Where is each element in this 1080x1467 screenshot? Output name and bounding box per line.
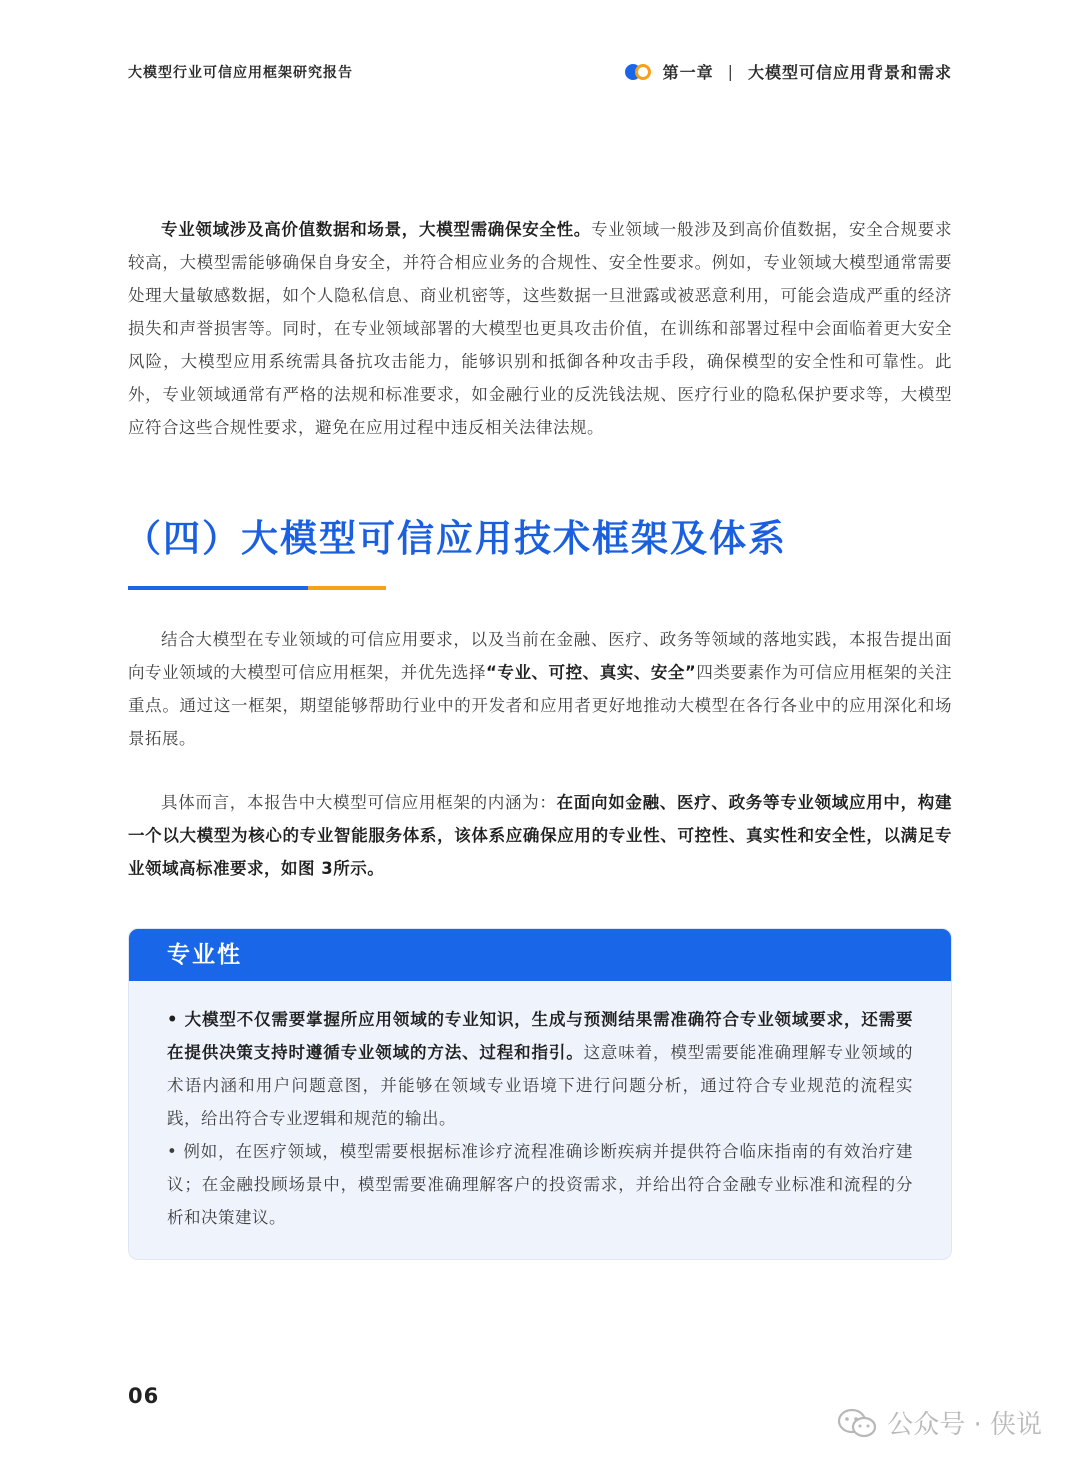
report-title: 大模型行业可信应用框架研究报告 — [128, 65, 353, 81]
card-body — [129, 981, 951, 1234]
page-number: 06 — [128, 1384, 160, 1408]
paragraph-framework-bold: “专业、可控、真实、安全” — [486, 663, 697, 682]
paragraph-framework-text-b: 四类要素作为可信应用框架的关注重点。通过这一框架，期望能够帮助行业中的开发者和应用者更好地推动大模型在各行各业中的应用深化和场景拓展。 — [128, 663, 952, 748]
paragraph-definition-bold: 在面向如金融、医疗、政务等专业领域应用中，构建一个以大模型为核心的专业智能服务体系，该体系应确保应用的专业性、可控性、真实性和安全性，以满足专业领域高标准要求，如图 3所示。 — [128, 793, 953, 878]
wechat-icon — [837, 1408, 877, 1438]
chapter-title: 大模型可信应用背景和需求 — [747, 63, 952, 82]
card-bullet-1 — [167, 1003, 913, 1135]
paragraph-framework-text-a: 结合大模型在专业领域的可信应用要求，以及当前在金融、医疗、政务等领域的落地实践，本报告提出面向专业领域的大模型可信应用框架，并优先选择 — [128, 630, 952, 682]
paragraph-definition-text: 具体而言，本报告中大模型可信应用框架的内涵为： — [161, 793, 557, 812]
paragraph-definition — [128, 786, 952, 885]
brand-logo-icon — [625, 64, 655, 80]
professionalism-card — [128, 928, 952, 1260]
title-underline — [128, 586, 386, 590]
paragraph-security-bold: 专业领域涉及高价值数据和场景，大模型需确保安全性。 — [161, 220, 591, 239]
watermark-text: 公众号 · 侠说 — [887, 1410, 1042, 1440]
card-title: 专业性 — [129, 929, 951, 981]
section-title: （四）大模型可信应用技术框架及体系 — [124, 517, 787, 560]
card-bullet-1-bold: • 大模型不仅需要掌握所应用领域的专业知识，生成与预测结果需准确符合专业领域要求，还需要在提供决策支持时遵循专业领域的方法、过程和指引。 — [167, 1010, 913, 1062]
paragraph-security — [128, 213, 952, 444]
chapter-header — [625, 60, 952, 83]
chapter-label: 第一章 — [662, 63, 714, 82]
card-bullet-2: • 例如，在医疗领域，模型需要根据标准诊疗流程准确诊断疾病并提供符合临床指南的有效治疗建议；在金融投顾场景中，模型需要准确理解客户的投资需求，并给出符合金融专业标准和流程的分析和决策建议。 — [167, 1142, 913, 1227]
paragraph-security-text: 专业领域一般涉及到高价值数据，安全合规要求较高，大模型需能够确保自身安全，并符合相应业务的合规性、安全性要求。例如，专业领域大模型通常需要处理大量敏感数据，如个人隐私信息、商业机密等，这些数据一旦泄露或被恶意利用，可能会造成严重的经济损失和声誉损害等。同时，在专业领域部署的大模型也更具攻击价值，在训练和部署过程中会面临着更大安全风险，大模型应用系统需具备抗攻击能力，能够识别和抵御各种攻击手段，确保模型的安全性和可靠性。此外，专业领域通常有严格的法规和标准要求，如金融行业的反洗钱法规、医疗行业的隐私保护要求等，大模型应符合这些合规性要求，避免在应用过程中违反相关法律法规。 — [128, 220, 953, 437]
paragraph-framework — [128, 623, 952, 755]
watermark — [837, 1404, 1042, 1441]
card-bullet-1-text: 这意味着，模型需要能准确理解专业领域的术语内涵和用户问题意图，并能够在领域专业语境下进行问题分析，通过符合专业规范的流程实践，给出符合专业逻辑和规范的输出。 — [167, 1043, 914, 1128]
header-separator: | — [727, 62, 734, 81]
